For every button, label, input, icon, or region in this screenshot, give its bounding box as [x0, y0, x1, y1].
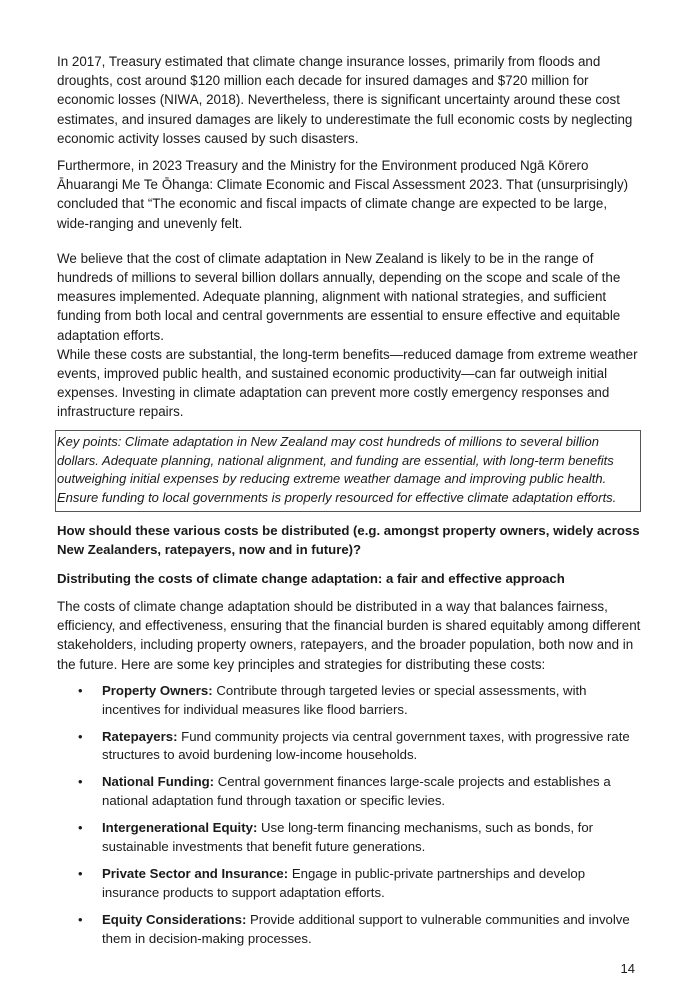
bullet-icon: •	[78, 911, 83, 927]
bullet-title: Private Sector and Insurance:	[102, 865, 289, 881]
bullet-icon: •	[78, 728, 83, 744]
question-heading: How should these various costs be distributed (e.g. amongst property owners, widely across New Zealanders, ratepayers, now and in future)?	[57, 523, 640, 558]
key-points-box	[55, 430, 641, 513]
bullet-text: Fund community projects via central government taxes, with progressive rate structures to avoid burdening low-income households.	[102, 728, 630, 763]
bullet-icon: •	[78, 774, 83, 790]
bullet-text: Contribute through targeted levies or special assessments, with incentives for individual measures like flood barriers.	[102, 682, 587, 717]
list-item	[57, 682, 641, 720]
list-item	[57, 865, 641, 903]
section-heading: Distributing the costs of climate change adaptation: a fair and effective approach	[57, 570, 565, 586]
bullet-title: Equity Considerations:	[102, 911, 247, 927]
page-number: 14	[620, 961, 635, 976]
list-item	[57, 911, 641, 949]
bullet-text: Provide additional support to vulnerable communities and involve them in decision-making processes.	[102, 911, 630, 946]
paragraph-long-term-benefits: While these costs are substantial, the long-term benefits—reduced damage from extreme weather events, improved public health, and sustained economic productivity—can far outweigh initial expenses. Investing in climate adaptation can prevent more costly emergency responses and infrastructure repairs.	[57, 346, 638, 420]
bullet-title: Property Owners:	[102, 682, 213, 698]
key-points-text: Key points: Climate adaptation in New Zealand may cost hundreds of millions to several billion dollars. Adequate planning, national alignment, and funding are essential, with long-term benefits outweighing initial expenses by reducing extreme weather damage and improving public health. Ensure funding to local governments is properly resourced for effective climate adaptation efforts.	[57, 433, 617, 506]
bullet-title: Intergenerational Equity:	[102, 820, 258, 836]
list-item	[57, 819, 641, 857]
bullet-text: Engage in public-private partnerships and develop insurance products to support adaptation efforts.	[102, 865, 586, 900]
intro-paragraph: The costs of climate change adaptation should be distributed in a way that balances fairness, efficiency, and effectiveness, ensuring that the financial burden is shared equitably among different stakeholders, including property owners, ratepayers, and the broader population, both now and in the future. Here are some key principles and strategies for distributing these costs:	[57, 598, 641, 672]
bullet-icon: •	[78, 682, 83, 698]
paragraph-adaptation-cost-estimate: We believe that the cost of climate adaptation in New Zealand is likely to be in the range of hundreds of millions to several billion dollars annually, depending on the scope and scale of the measures implemented. Adequate planning, alignment with national strategies, and sufficient funding from both local and central governments are essential to ensure effective and equitable adaptation efforts.	[57, 250, 621, 343]
list-item	[57, 773, 641, 811]
bullet-title: Ratepayers:	[102, 728, 178, 744]
bullet-icon: •	[78, 865, 83, 881]
bullet-text: Use long-term financing mechanisms, such as bonds, for sustainable investments that benefit future generations.	[102, 820, 594, 855]
bullet-title: National Funding:	[102, 774, 215, 790]
bullet-icon: •	[78, 820, 83, 836]
list-item	[57, 728, 641, 766]
paragraph-climate-assessment-2023: Furthermore, in 2023 Treasury and the Ministry for the Environment produced Ngā Kōrero Āhuarangi Me Te Ōhanga: Climate Economic and Fiscal Assessment 2023. That (unsurprisingly) concluded that “The economic and fiscal impacts of climate change are expected to be large, wide-ranging and unevenly felt.	[57, 158, 629, 231]
bullet-text: Central government finances large-scale projects and establishes a national adaptation fund through taxation or specific levies.	[102, 774, 611, 809]
distribution-strategies-list	[57, 682, 641, 949]
document-page	[57, 52, 641, 957]
paragraph-treasury-2017: In 2017, Treasury estimated that climate change insurance losses, primarily from floods and droughts, cost around $120 million each decade for insured damages and $720 million for economic losses (NIWA, 2018). Nevertheless, there is significant uncertainty around these cost estimates, and insured damages are likely to underestimate the full economic costs by neglecting economic activity losses caused by such disasters.	[57, 54, 633, 146]
